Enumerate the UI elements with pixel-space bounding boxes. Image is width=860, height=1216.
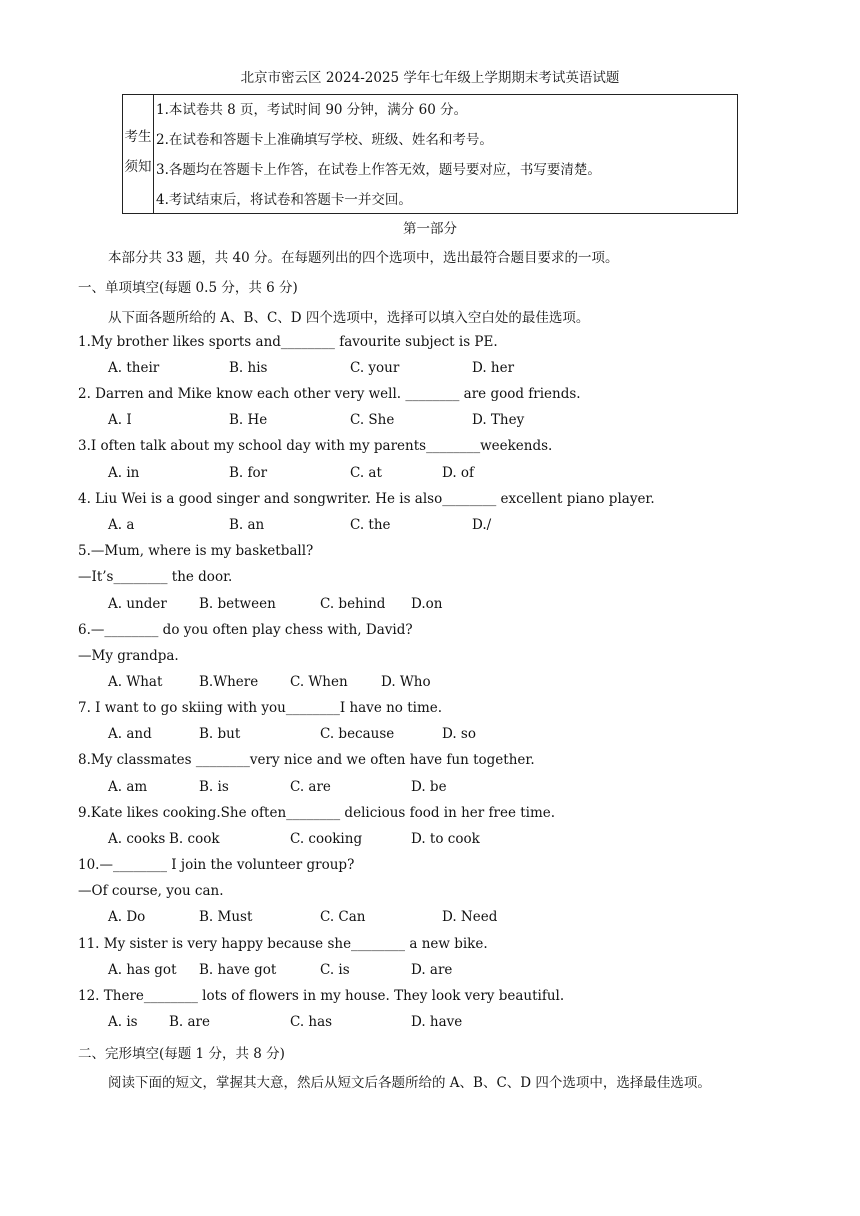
- answer-option: B. are: [169, 1014, 210, 1030]
- answer-option: B. but: [199, 726, 241, 742]
- answer-option: B. cook: [169, 831, 220, 847]
- answer-option: D. Need: [442, 909, 498, 925]
- question-stem: 10.—________ I join the volunteer group?: [78, 857, 355, 873]
- question-stem: 11. My sister is very happy because she________ a new bike.: [78, 936, 488, 952]
- question-stem: 5.—Mum, where is my basketball?: [78, 543, 314, 559]
- answer-option: C. your: [350, 360, 400, 376]
- notice-item: 1.本试卷共 8 页，考试时间 90 分钟，满分 60 分。: [156, 102, 468, 118]
- candidate-notice-box: [122, 94, 738, 214]
- answer-option: A. cooks: [108, 831, 166, 847]
- question-dialogue-line: —It’s________ the door.: [78, 569, 233, 585]
- answer-option: D./: [472, 517, 492, 533]
- question-stem: 8.My classmates ________very nice and we often have fun together.: [78, 752, 535, 768]
- answer-option: A. is: [108, 1014, 138, 1030]
- answer-option: B. have got: [199, 962, 277, 978]
- answer-option: A. What: [108, 674, 163, 690]
- answer-option: D. They: [472, 412, 525, 428]
- question-stem: 6.—________ do you often play chess with, David?: [78, 622, 413, 638]
- answer-option: C. She: [350, 412, 395, 428]
- answer-option: C. because: [320, 726, 395, 742]
- question-dialogue-line: —Of course, you can.: [78, 883, 224, 899]
- answer-option: C. has: [290, 1014, 333, 1030]
- part-intro: 本部分共 33 题，共 40 分。在每题列出的四个选项中，选出最符合题目要求的一项。: [108, 250, 619, 266]
- answer-option: D. are: [411, 962, 453, 978]
- question-stem: 4. Liu Wei is a good singer and songwriter. He is also________ excellent piano player.: [78, 491, 655, 507]
- answer-option: B. for: [229, 465, 268, 481]
- answer-option: D. so: [442, 726, 476, 742]
- answer-option: A. their: [108, 360, 160, 376]
- question-stem: 1.My brother likes sports and________ favourite subject is PE.: [78, 334, 498, 350]
- answer-option: C. When: [290, 674, 348, 690]
- section1-heading: 一、单项填空(每题 0.5 分，共 6 分): [78, 280, 298, 296]
- notice-label-line2: 须知: [124, 159, 152, 175]
- answer-option: A. under: [108, 596, 167, 612]
- answer-option: C. is: [320, 962, 350, 978]
- answer-option: C. cooking: [290, 831, 363, 847]
- section1-instruction: 从下面各题所给的 A、B、C、D 四个选项中，选择可以填入空白处的最佳选项。: [108, 310, 590, 326]
- answer-option: B. between: [199, 596, 276, 612]
- answer-option: D. her: [472, 360, 515, 376]
- exam-title: 北京市密云区 2024-2025 学年七年级上学期期末考试英语试题: [240, 70, 620, 86]
- answer-option: A. and: [108, 726, 152, 742]
- answer-option: C. are: [290, 779, 331, 795]
- part-title: 第一部分: [403, 221, 457, 237]
- answer-option: B. He: [229, 412, 268, 428]
- notice-item: 2.在试卷和答题卡上准确填写学校、班级、姓名和考号。: [156, 132, 493, 148]
- answer-option: C. at: [350, 465, 382, 481]
- answer-option: D. Who: [381, 674, 431, 690]
- answer-option: B. an: [229, 517, 265, 533]
- answer-option: C. Can: [320, 909, 366, 925]
- answer-option: B.Where: [199, 674, 259, 690]
- question-stem: 9.Kate likes cooking.She often________ delicious food in her free time.: [78, 805, 556, 821]
- answer-option: D. to cook: [411, 831, 480, 847]
- answer-option: D.on: [411, 596, 443, 612]
- answer-option: B. is: [199, 779, 229, 795]
- answer-option: B. his: [229, 360, 268, 376]
- answer-option: A. I: [108, 412, 132, 428]
- question-dialogue-line: —My grandpa.: [78, 648, 179, 664]
- notice-label-line1: 考生: [124, 129, 152, 145]
- answer-option: A. a: [108, 517, 135, 533]
- answer-option: B. Must: [199, 909, 253, 925]
- question-stem: 7. I want to go skiing with you________I have no time.: [78, 700, 443, 716]
- answer-option: A. am: [108, 779, 148, 795]
- answer-option: A. Do: [108, 909, 146, 925]
- notice-item: 4.考试结束后，将试卷和答题卡一并交回。: [156, 192, 412, 208]
- answer-option: A. has got: [108, 962, 177, 978]
- section2-instruction: 阅读下面的短文，掌握其大意，然后从短文后各题所给的 A、B、C、D 四个选项中，选择最佳选项。: [108, 1075, 711, 1091]
- answer-option: C. behind: [320, 596, 386, 612]
- question-stem: 3.I often talk about my school day with my parents________weekends.: [78, 438, 553, 454]
- notice-item: 3.各题均在答题卡上作答，在试卷上作答无效，题号要对应，书写要清楚。: [156, 162, 601, 178]
- answer-option: D. have: [411, 1014, 463, 1030]
- question-stem: 12. There________ lots of flowers in my house. They look very beautiful.: [78, 988, 565, 1004]
- answer-option: A. in: [108, 465, 140, 481]
- answer-option: D. of: [442, 465, 475, 481]
- notice-label: [123, 95, 154, 213]
- answer-option: D. be: [411, 779, 447, 795]
- question-stem: 2. Darren and Mike know each other very well. ________ are good friends.: [78, 386, 581, 402]
- answer-option: C. the: [350, 517, 391, 533]
- section2-heading: 二、完形填空(每题 1 分，共 8 分): [78, 1046, 285, 1062]
